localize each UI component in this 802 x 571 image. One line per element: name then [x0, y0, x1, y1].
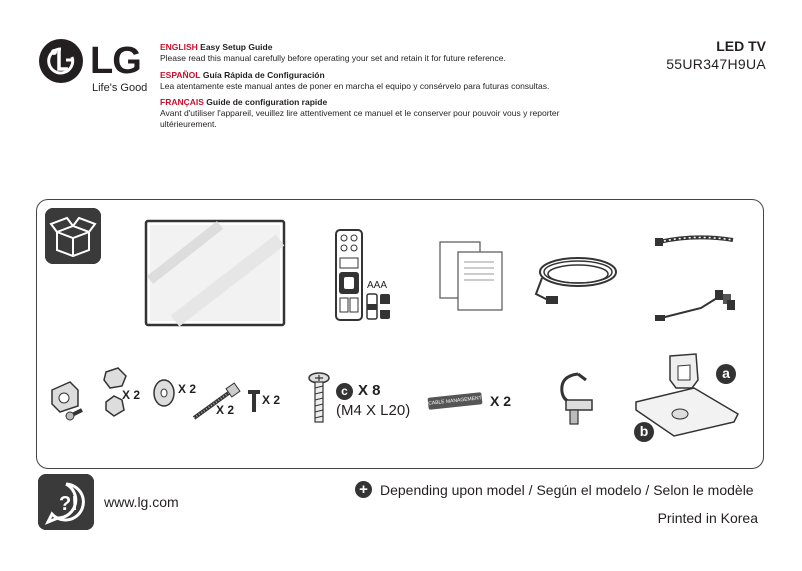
model-note-text: Depending upon model / Según el modelo / Selon le modèle	[380, 481, 754, 498]
quantity-screw-c: X 8	[358, 382, 381, 399]
language-text: Lea atentamente este manual antes de poner en marcha el equipo y consérvelo para futuras consultas.	[160, 81, 550, 91]
language-title: Guía Rápida de Configuración	[202, 70, 325, 80]
part-c-badge: c	[336, 383, 353, 400]
printed-in: Printed in Korea	[657, 510, 758, 526]
manual-illustration	[438, 240, 504, 312]
language-title: Easy Setup Guide	[200, 42, 273, 52]
av-cable-illustration	[655, 286, 739, 326]
brand-tagline: Life's Good	[92, 82, 148, 94]
quantity-short-screw: X 2	[262, 393, 281, 407]
cable-management-clip: CABLE MANAGEMENT	[428, 392, 483, 410]
language-block-french	[160, 97, 615, 130]
part-a-badge: a	[716, 364, 736, 384]
help-icon	[38, 474, 94, 530]
quantity-wall-parts: X 2	[122, 388, 141, 402]
product-type: LED TV	[716, 38, 766, 54]
cable-holder-illustration	[552, 370, 598, 426]
brand-name: LG	[90, 40, 141, 82]
lg-logo-icon	[38, 38, 84, 84]
language-name: ESPAÑOL	[160, 70, 201, 80]
quantity-long-bolt: X 2	[216, 403, 235, 417]
plus-icon: +	[355, 481, 372, 498]
language-title: Guide de configuration rapide	[206, 97, 328, 107]
language-text: Avant d'utiliser l'appareil, veuillez lire attentivement ce manuel et le conserver pour pouvoir vous y reporter ultérieurement.	[160, 108, 560, 129]
washer-illustration	[152, 378, 176, 408]
part-b-badge: b	[634, 422, 654, 442]
screw-c-spec: (M4 X L20)	[336, 402, 411, 419]
short-screw-illustration	[247, 389, 261, 413]
quantity-cable-manager: X 2	[490, 393, 512, 409]
language-name: ENGLISH	[160, 42, 198, 52]
product-model: 55UR347H9UA	[666, 56, 766, 72]
package-icon	[45, 208, 101, 264]
battery-label: AAA	[367, 280, 388, 291]
language-text: Please read this manual carefully before operating your set and retain it for future reference.	[160, 53, 506, 63]
model-note	[355, 481, 754, 498]
language-name: FRANÇAIS	[160, 97, 204, 107]
cable-tie-illustration	[655, 232, 737, 252]
stand-screw-illustration	[308, 372, 330, 426]
language-block-english	[160, 42, 630, 64]
power-cord-illustration	[528, 248, 622, 308]
quantity-washer: X 2	[178, 382, 197, 396]
website-link[interactable]: www.lg.com	[104, 494, 179, 510]
language-block-spanish	[160, 70, 630, 92]
svg-text:?!: ?!	[59, 493, 78, 515]
tv-illustration	[145, 220, 285, 328]
remote-illustration	[334, 228, 394, 322]
